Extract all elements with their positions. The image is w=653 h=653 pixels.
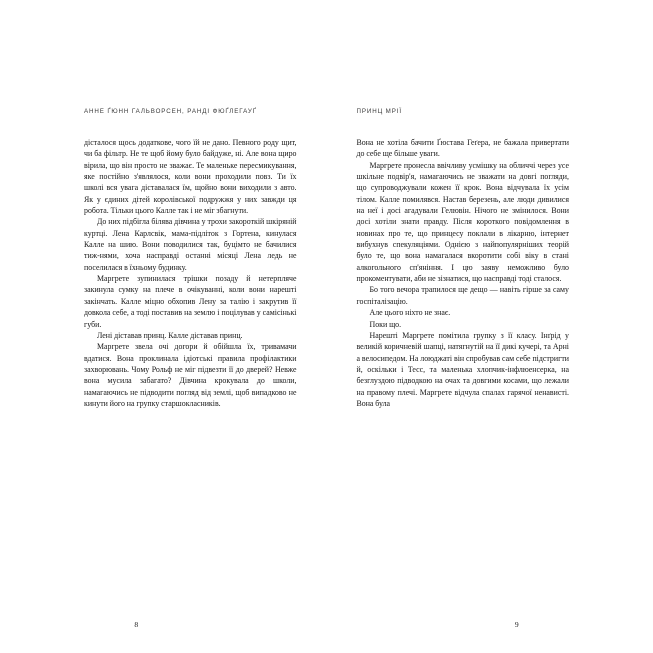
paragraph: Бо того вечора трапилося ще дещо — навіть гірше за саму госпіталізацію. [356, 285, 569, 306]
right-page-number: 9 [514, 620, 519, 629]
paragraph: Вона не хотіла бачити Ґюстава Геґера, не бажала привертати до себе ще більше уваги. [356, 138, 569, 159]
page-gutter [326, 0, 328, 653]
left-page [0, 108, 327, 653]
right-page [327, 108, 653, 653]
paragraph: дісталося щось додаткове, чого їй не дано. Певного роду щит, чи ба фільтр. Не те щоб йому було байдуже, ні. Але вона щиро вірила, що він просто не зважає. Те маленьке пересмикування, яке постійно з'являлося, коли вони проходили повз. Ти їх школі вся увага діставалася їм, щойно вони виходили з авто. Як у єдиних дітей королівської подружжя у них завжди ця робота. Тільки цього Калле так і не міг збагнути. [84, 138, 297, 216]
paragraph: Маргрете пронесла ввічливу усмішку на обличчі через усе шкільне подвір'я, намагаючись не зважати на довгі погляди, що супроводжували кожен її крок. Вона відчувала їх усім тілом. Калле помилявся. Настав березень, але люди дивилися на неї і досі агадували Гелювін. Нічого не змінилося. Вони досі хотіли знати правду. Після короткого повідомлення в новинах про те, що принцесу поклали в лікарню, інтернет вибухнув спекуляціями. Однією з найпопулярніших теорій було те, що вона намагалася вкоротити собі віку в стані алкогольного сп'яніння. І цю заяву неможливо було прокоментувати, аби не зізнатися, що насправді тоді сталося. [356, 160, 569, 284]
paragraph: Маргрете звела очі догори й обійшла їх, тривамачи вдатися. Вона проклинала ідіотські правила профілактики захворювань. Чому Рольф не міг підвезти її до дверей? Невже вона мусила забагато? Дівчина крокувала до школи, намагаючись не підводити погляд від землі, щоб випадково не кинути його на групку старшокласників. [84, 342, 297, 408]
paragraph: Поки що. [369, 319, 402, 329]
right-page-body [357, 137, 570, 409]
left-running-head: АННЕ ҐЮНН ГАЛЬВОРСЕН, РАНДІ ФЮҐЛЕГАУҐ [84, 108, 257, 115]
paragraph: Але цього ніхто не знає. [369, 308, 451, 318]
right-running-head: ПРИНЦ МРІЇ [356, 108, 403, 115]
left-page-body [84, 137, 297, 409]
paragraph: Нарешті Маргрете помітила групку з її класу. Інґрід у великій коричневій шапці, натягнутій на її дикі кучері, та Арні а велосипедом. На лоюджаті він спробував сам себе підстригти й, оскільки і Тесс, та маленька хлопчик-інфлюенсерка, на безглуздою підводкою на очах та довгими косами, що лежали на правому плечі. Маргрете відчула спалах гарячої ненависті. Вона була [356, 330, 569, 408]
paragraph: До них підбігла білява дівчина у трохи закороткій шкіряній куртці. Лена Карлсвік, мама-підліток з Гортена, кинулася Калле на шию. Вони поводилися так, буцімто не бачилися тиж-нями, хоча насправді останні місяці Лена ледь не поселилася в їхньому будинку. [84, 217, 297, 272]
left-page-number: 8 [134, 620, 139, 629]
paragraph: Лені діставав принц. Калле діставав принц. [97, 330, 243, 340]
paragraph: Маргрете зупинилася трішки позаду й нетерпляче закинула сумку на плече в очікуванні, коли вони нарешті закінчать. Калле міцно обхопив Лену за талію і закрутив її довкола себе, а тоді поставив на землю і поцілував у самісінькі губи. [84, 274, 297, 329]
